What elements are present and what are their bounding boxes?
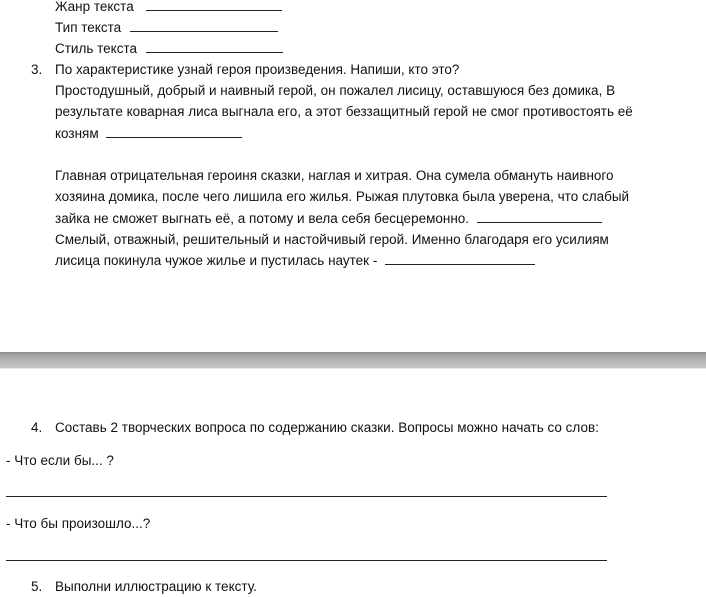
q4-number: 4. [31,420,43,435]
hero1-line-3-text: козням [55,126,99,141]
genre-row [55,0,282,17]
hero2-line-3-text: зайка не сможет выгнать её, а потому и вела себя бесцеремонно. [55,211,470,226]
hero1-line-1: Простодушный, добрый и наивный герой, он пожалел лисицу, оставшуюся без домика, В [55,83,616,98]
hero2-answer-blank[interactable] [477,208,602,223]
hero3-line-1: Смелый, отважный, решительный и настойчивый герой. Именно благодаря его усилиям [55,232,609,247]
hero2-line-1: Главная отрицательная героиня сказки, наглая и хитрая. Она сумела обмануть наивного [55,168,614,183]
hero1-line-2: результате коварная лиса выгнала его, а этот беззащитный герой не смог противостоять её [55,104,633,119]
q3-question: По характеристике узнай героя произведения. Напиши, кто это? [55,62,460,77]
page-edge [0,368,706,369]
type-label: Тип текста [55,20,122,35]
hero1-answer-blank[interactable] [106,123,242,138]
hero1-line-3 [55,123,242,144]
type-row [55,17,278,38]
hero2-line-2: хозяина домика, после чего лишила его жилья. Рыжая плутовка была уверена, что слабый [55,189,630,204]
q4-text: Составь 2 творческих вопроса по содержанию сказки. Вопросы можно начать со слов: [55,420,599,435]
genre-answer-blank[interactable] [146,0,282,11]
hero3-line-2-text: лисица покинула чужое жилье и пустилась наутек - [55,253,378,268]
q5-number: 5. [31,579,43,594]
style-row [55,38,283,59]
type-answer-blank[interactable] [130,17,278,32]
hero2-line-3 [55,208,602,229]
genre-label: Жанр текста [55,0,134,14]
hero3-line-2 [55,250,535,271]
style-answer-blank[interactable] [146,38,283,53]
q5-text: Выполни иллюстрацию к тексту. [55,579,257,594]
q4-prompt-2: - Что бы произошло...? [6,516,151,531]
page-break [0,352,706,368]
answer-line-2[interactable] [6,560,607,561]
q4-prompt-1: - Что если бы... ? [6,453,114,468]
style-label: Стиль текста [55,41,138,56]
answer-line-1[interactable] [6,496,607,497]
hero3-answer-blank[interactable] [385,250,535,265]
q3-number: 3. [31,62,43,77]
